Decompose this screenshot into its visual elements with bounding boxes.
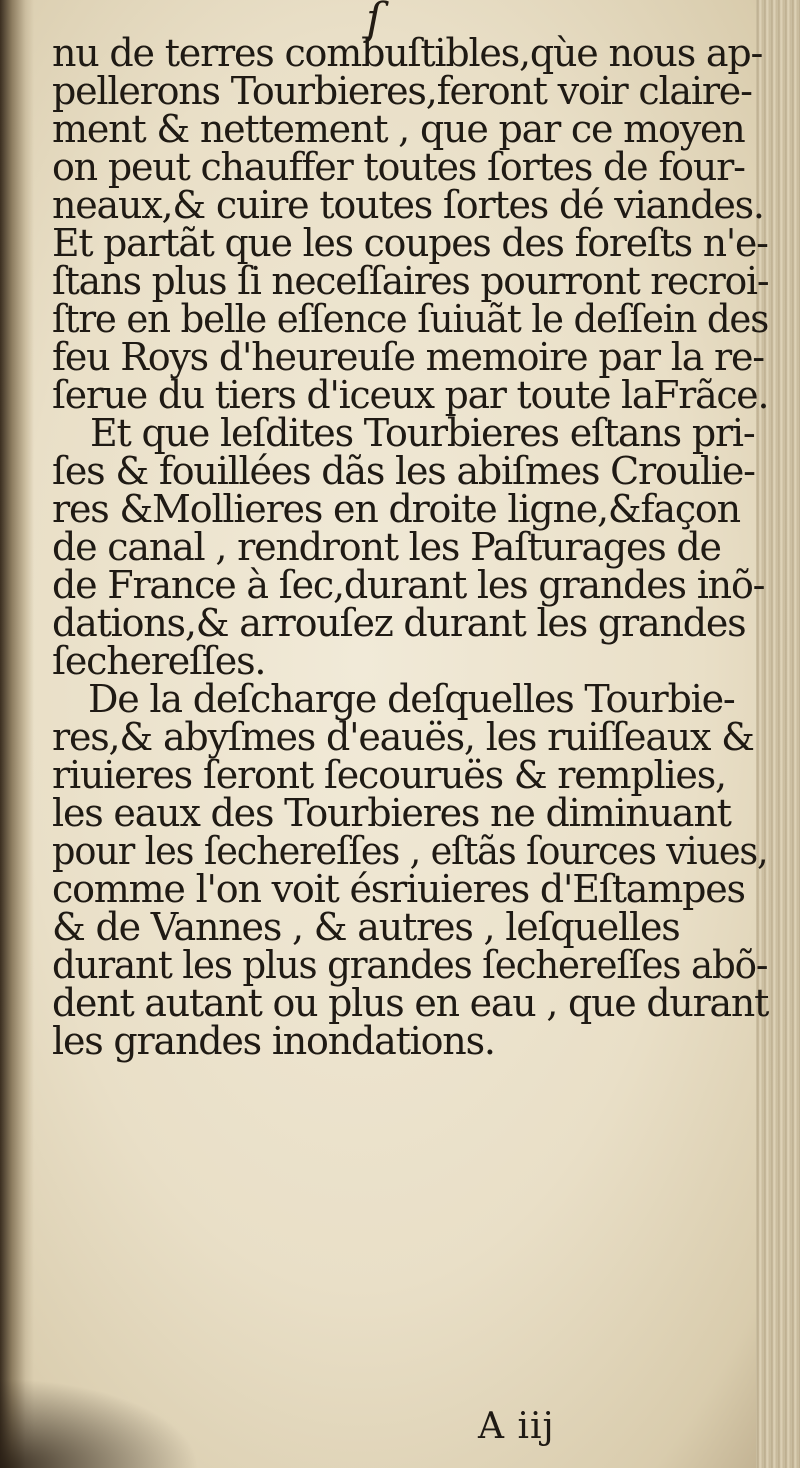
text-line: ſes & fouillées dãs les abiſmes Croulie- bbox=[52, 449, 755, 493]
text-line: ſtans plus ſi neceſſaires pourront recroi- bbox=[52, 259, 769, 303]
text-line: & de Vannes , & autres , leſquelles bbox=[52, 905, 680, 949]
text-line: de France à ſec,durant les grandes inõ- bbox=[52, 563, 765, 607]
corner-shadow bbox=[0, 1378, 200, 1468]
text-line: ſtre en belle eſſence ſuiuãt le deſſein des bbox=[52, 297, 769, 341]
text-line: feu Roys d'heureuſe memoire par la re- bbox=[52, 335, 764, 379]
text-line: Et partãt que les coupes des foreſts n'e- bbox=[52, 221, 768, 265]
text-line: on peut chauffer toutes ſortes de four- bbox=[52, 145, 745, 189]
page-folio: A iij bbox=[478, 1406, 555, 1447]
text-line: les eaux des Tourbieres ne diminuant bbox=[52, 791, 731, 835]
text-line: Et que leſdites Tourbieres eſtans pri- bbox=[90, 411, 755, 455]
text-line: dent autant ou plus en eau , que durant bbox=[52, 981, 769, 1025]
text-line: nu de terres combuſtibles,qùe nous ap- bbox=[52, 31, 763, 75]
text-line: les grandes inondations. bbox=[52, 1019, 495, 1063]
text-line: res &Mollieres en droite ligne,&façon bbox=[52, 487, 740, 531]
text-line: dations,& arrouſez durant les grandes bbox=[52, 601, 746, 645]
signature-mark: ſ bbox=[366, 0, 383, 45]
binding-shadow bbox=[0, 0, 34, 1468]
text-line: pour les ſechereſſes , eſtãs ſources viues, bbox=[52, 829, 768, 873]
text-line: De la deſcharge deſquelles Tourbie- bbox=[88, 677, 735, 721]
text-line: neaux,& cuire toutes ſortes dé viandes. bbox=[52, 183, 764, 227]
text-line: res,& abyſmes d'eauës, les ruiſſeaux & bbox=[52, 715, 754, 759]
text-line: de canal , rendront les Paſturages de bbox=[52, 525, 721, 569]
text-block bbox=[52, 31, 772, 1063]
text-line: ment & nettement , que par ce moyen bbox=[52, 107, 745, 151]
text-line: riuieres ſeront ſecouruës & remplies, bbox=[52, 753, 726, 797]
text-line: ſerue du tiers d'iceux par toute laFrãce. bbox=[52, 373, 769, 417]
text-line: comme l'on voit ésriuieres d'Eſtampes bbox=[52, 867, 745, 911]
text-line: pellerons Tourbieres,feront voir claire- bbox=[52, 69, 752, 113]
text-line: ſechereſſes. bbox=[52, 639, 266, 683]
text-line: durant les plus grandes ſechereſſes abõ- bbox=[52, 943, 768, 987]
